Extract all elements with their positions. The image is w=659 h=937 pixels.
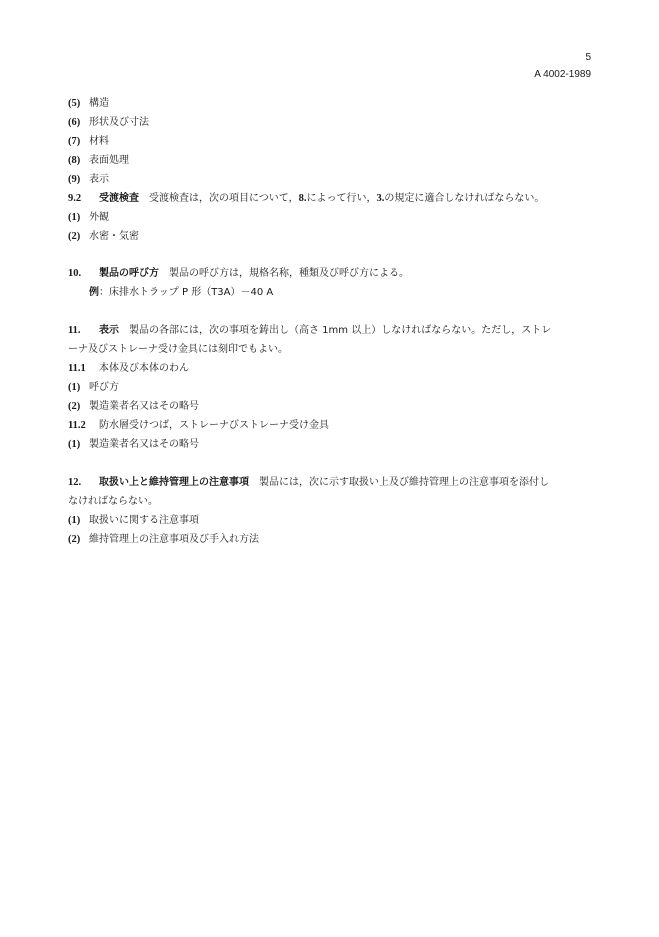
- standard-number: A 4002-1989: [534, 69, 591, 80]
- item-number: (6): [68, 117, 81, 128]
- section-number: 10.: [68, 268, 82, 279]
- section-12: [68, 476, 549, 489]
- section-heading: 受渡検査: [99, 193, 139, 204]
- section-9-2: [68, 192, 544, 205]
- item-number: (1): [68, 515, 81, 526]
- section-11: [68, 324, 551, 337]
- item-number: (5): [68, 98, 81, 109]
- list-item: [68, 230, 139, 243]
- item-number: (9): [68, 174, 81, 185]
- list-item: [68, 97, 109, 110]
- item-number: (2): [68, 401, 81, 412]
- item-text: 構造: [89, 98, 109, 109]
- subsection-heading: 防水層受けつば，ストレーナびストレーナ受け金具: [99, 420, 329, 431]
- example-label: 例: [89, 287, 99, 298]
- item-text: 製造業者名又はその略号: [89, 439, 199, 450]
- section-heading: 製品の呼び方: [99, 268, 159, 279]
- item-text: 呼び方: [89, 382, 119, 393]
- item-number: (1): [68, 439, 81, 450]
- item-number: (8): [68, 155, 81, 166]
- item-number: (2): [68, 231, 81, 242]
- subsection-heading: 本体及び本体のわん: [99, 363, 189, 374]
- item-number: (1): [68, 382, 81, 393]
- item-text: 取扱いに関する注意事項: [89, 515, 199, 526]
- list-item: [68, 381, 119, 394]
- section-text: の規定に適合しなければならない。: [384, 193, 545, 204]
- item-text: 表面処理: [89, 155, 129, 166]
- section-text-continued: [68, 343, 288, 356]
- item-text: 製造業者名又はその略号: [89, 401, 199, 412]
- section-text: によって行い，: [306, 193, 377, 204]
- section-text: 製品の呼び方は，規格名称，種類及び呼び方による。: [169, 268, 409, 279]
- clause-reference: 8.: [298, 193, 307, 204]
- section-heading: 表示: [99, 325, 119, 336]
- item-text: 外観: [89, 212, 109, 223]
- item-text: 表示: [89, 174, 109, 185]
- list-item: [68, 438, 199, 451]
- section-text: 製品の各部には，次の事項を鋳出し（高さ 1mm 以上）しなければならない。ただし，ストレ: [129, 325, 552, 336]
- list-item: [68, 400, 199, 413]
- list-item: [68, 154, 129, 167]
- item-number: (1): [68, 212, 81, 223]
- example-text: ：床排水トラップ P 形（T3A）－40 A: [99, 287, 274, 298]
- clause-reference: 3.: [376, 193, 385, 204]
- item-number: (7): [68, 136, 81, 147]
- item-text: 維持管理上の注意事項及び手入れ方法: [89, 534, 259, 545]
- section-text: 製品には，次に示す取扱い上及び維持管理上の注意事項を添付し: [259, 477, 549, 488]
- section-10: [68, 267, 409, 280]
- example: [89, 286, 273, 299]
- item-number: (2): [68, 534, 81, 545]
- section-number: 11.: [68, 325, 81, 336]
- section-heading: 取扱い上と維持管理上の注意事項: [99, 477, 249, 488]
- list-item: [68, 173, 109, 186]
- list-item: [68, 533, 259, 546]
- page-number: 5: [585, 52, 591, 63]
- section-number: 11.2: [68, 420, 86, 431]
- subsection-11-1: [68, 362, 189, 375]
- list-item: [68, 211, 109, 224]
- list-item: [68, 116, 149, 129]
- section-number: 12.: [68, 477, 82, 488]
- section-number: 11.1: [68, 363, 86, 374]
- item-text: 材料: [89, 136, 109, 147]
- section-text: なければならない。: [68, 496, 158, 507]
- subsection-11-2: [68, 419, 329, 432]
- section-text: ーナ及びストレーナ受け金具には刻印でもよい。: [68, 344, 288, 355]
- item-text: 形状及び寸法: [89, 117, 149, 128]
- section-text: 受渡検査は，次の項目について，: [149, 193, 299, 204]
- section-text-continued: [68, 495, 158, 508]
- list-item: [68, 514, 199, 527]
- section-number: 9.2: [68, 193, 82, 204]
- item-text: 水密・気密: [89, 231, 139, 242]
- list-item: [68, 135, 109, 148]
